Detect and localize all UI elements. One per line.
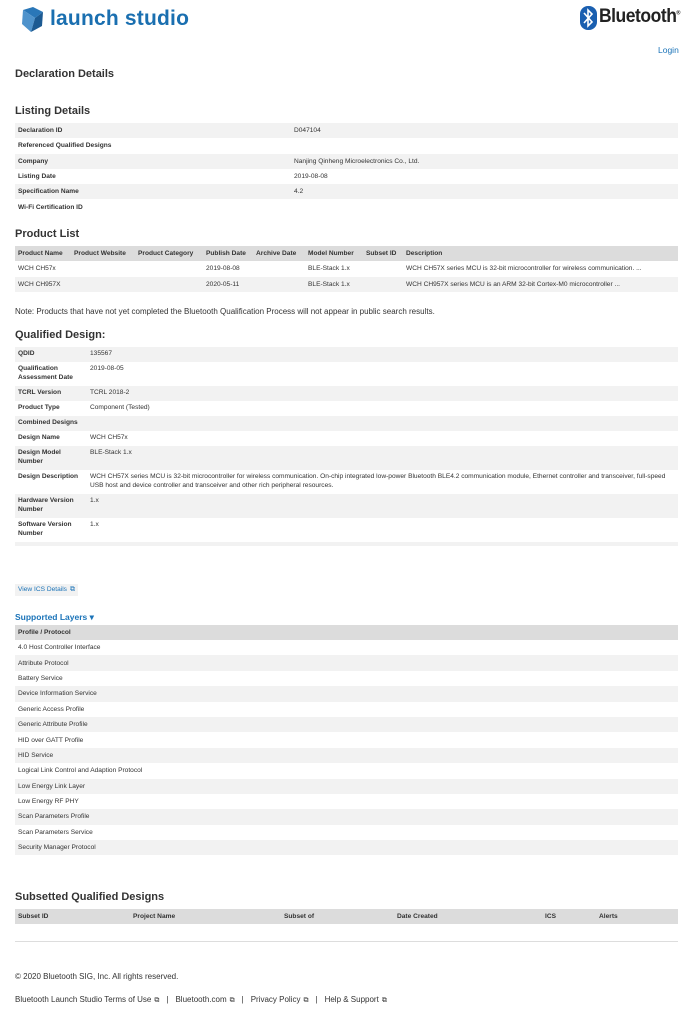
qd-value: WCH CH57x <box>90 434 128 441</box>
qd-value: 1.x <box>87 494 678 518</box>
qd-label: Qualification Assessment Date <box>18 365 73 381</box>
layer-item: Scan Parameters Profile <box>15 809 678 824</box>
terms-of-use-link[interactable]: Bluetooth Launch Studio Terms of Use ⧉ <box>15 995 160 1004</box>
product-list-title: Product List <box>15 228 80 240</box>
col-header[interactable]: Subset of <box>281 909 394 924</box>
qd-row <box>15 386 678 401</box>
qd-row <box>15 347 678 362</box>
col-header[interactable]: Product Name <box>15 246 71 261</box>
listing-label: Wi-Fi Certification ID <box>18 203 83 211</box>
qd-value: TCRL 2018-2 <box>87 386 678 401</box>
supported-layers-table <box>15 625 678 855</box>
listing-value: Nanjing Qinheng Microelectronics Co., Ltd. <box>291 154 678 169</box>
description: WCH CH957X series MCU is an ARM 32-bit Cortex-M0 microcontroller ... <box>403 277 678 293</box>
table-row <box>15 840 678 855</box>
publish-date: 2020-05-11 <box>203 277 253 293</box>
qd-label: Design Name <box>18 434 60 441</box>
footer-links <box>15 995 387 1005</box>
listing-row <box>15 154 678 169</box>
product-list-note: Note: Products that have not yet completed the Bluetooth Qualification Process will not appear in public search results. <box>15 307 435 316</box>
qd-label: QDID <box>15 347 87 362</box>
qd-row-spacer <box>15 542 678 546</box>
login-link[interactable]: Login <box>658 45 679 55</box>
layer-item: Security Manager Protocol <box>15 840 678 855</box>
col-header[interactable]: Description <box>403 246 678 261</box>
publish-date: 2019-08-08 <box>206 265 240 273</box>
external-link-icon: ⧉ <box>381 997 387 1004</box>
product-category <box>135 277 203 293</box>
listing-label: Listing Date <box>18 173 56 181</box>
table-row <box>15 732 678 747</box>
qd-row <box>15 446 678 470</box>
listing-value: D047104 <box>291 123 678 138</box>
layer-item: HID over GATT Profile <box>18 736 84 744</box>
listing-row <box>15 184 678 199</box>
table-row <box>15 717 678 732</box>
subsetted-designs-table <box>15 909 678 924</box>
layer-item: Battery Service <box>18 674 63 682</box>
col-header[interactable]: Subset ID <box>363 246 403 261</box>
qd-value <box>87 416 678 431</box>
qd-row <box>15 518 678 542</box>
table-row <box>15 277 678 293</box>
qd-label: TCRL Version <box>15 386 87 401</box>
table-row <box>15 748 678 763</box>
product-category <box>135 261 203 277</box>
external-link-icon: ⧉ <box>229 997 235 1004</box>
qualified-design-title: Qualified Design: <box>15 329 106 341</box>
qd-value: 1.x <box>90 521 99 528</box>
view-ics-details-button[interactable]: View ICS Details ⧉ <box>15 584 78 596</box>
launch-studio-logo-icon[interactable] <box>20 6 46 34</box>
listing-value: 4.2 <box>291 184 678 199</box>
table-row <box>15 655 678 670</box>
product-website <box>71 277 135 293</box>
listing-details-title: Listing Details <box>15 105 91 117</box>
product-name: WCH CH957X <box>15 277 71 293</box>
listing-label: Company <box>15 154 291 169</box>
archive-date <box>253 261 305 277</box>
table-row <box>15 702 678 717</box>
col-header[interactable]: Archive Date <box>253 246 305 261</box>
archive-date <box>253 277 305 293</box>
description: WCH CH57X series MCU is 32-bit microcontroller for wireless communication. ... <box>406 265 642 273</box>
privacy-policy-link[interactable]: Privacy Policy ⧉ <box>250 995 309 1004</box>
product-website <box>71 261 135 277</box>
qd-label: Combined Designs <box>15 416 87 431</box>
qd-value: 2019-08-05 <box>90 365 124 372</box>
listing-details-table <box>15 123 678 215</box>
qd-label: Design Description <box>18 473 79 480</box>
divider <box>15 941 678 942</box>
subset-id <box>363 261 403 277</box>
subset-id <box>363 277 403 293</box>
qd-row <box>15 401 678 416</box>
table-row <box>15 825 678 840</box>
supported-layers-toggle[interactable]: Supported Layers ▾ <box>15 612 94 622</box>
qd-label: Software Version Number <box>18 521 72 537</box>
layer-item: HID Service <box>15 748 678 763</box>
layer-item: Generic Access Profile <box>18 705 85 713</box>
model-number: BLE-Stack 1.x <box>308 265 350 273</box>
listing-value <box>291 138 678 153</box>
listing-label: Specification Name <box>15 184 291 199</box>
listing-label: Referenced Qualified Designs <box>18 142 112 150</box>
qd-value: WCH CH57X series MCU is 32-bit microcontroller for wireless communication. On-chip integrated low-power Bluetooth BLE4.2 communication module, Ethernet controller and transceiver, full-speed USB host and device controller and transceiver and other rich peripheral resources. <box>90 473 666 489</box>
qd-value: Component (Tested) <box>90 404 150 411</box>
col-header[interactable]: Project Name <box>130 909 281 924</box>
layer-item: Low Energy RF PHY <box>18 798 79 806</box>
table-row <box>15 686 678 701</box>
caret-down-icon: ▾ <box>89 612 94 622</box>
qd-row <box>15 470 678 494</box>
col-header[interactable]: Product Website <box>71 246 135 261</box>
table-row <box>15 640 678 655</box>
product-name: WCH CH57x <box>18 265 56 273</box>
layer-item: Generic Attribute Profile <box>15 717 678 732</box>
col-header[interactable]: Subset ID <box>15 909 130 924</box>
layer-item: Low Energy Link Layer <box>15 779 678 794</box>
qd-label: Design Model Number <box>15 446 87 470</box>
listing-label: Declaration ID <box>15 123 291 138</box>
qd-label: Product Type <box>18 404 60 411</box>
qd-row <box>15 362 678 386</box>
col-header[interactable]: Publish Date <box>203 246 253 261</box>
separator: | <box>315 995 318 1004</box>
col-header[interactable]: ICS <box>542 909 596 924</box>
model-number: BLE-Stack 1.x <box>305 277 363 293</box>
table-row <box>15 794 678 809</box>
listing-row <box>15 123 678 138</box>
qd-label: Hardware Version Number <box>15 494 87 518</box>
col-header[interactable]: Date Created <box>394 909 542 924</box>
listing-value: 2019-08-08 <box>294 173 328 181</box>
table-row <box>15 763 678 778</box>
bluetooth-com-link[interactable]: Bluetooth.com ⧉ <box>175 995 235 1004</box>
layer-item: Attribute Protocol <box>15 655 678 670</box>
layer-item: Logical Link Control and Adaption Protocol <box>18 767 143 775</box>
table-row <box>15 261 678 277</box>
layer-item: 4.0 Host Controller Interface <box>18 644 101 652</box>
col-header-profile-protocol: Profile / Protocol <box>15 625 678 640</box>
launch-studio-logo-text[interactable]: launch studio <box>50 7 190 30</box>
layer-item: Scan Parameters Service <box>18 828 93 836</box>
separator: | <box>241 995 244 1004</box>
page-title: Declaration Details <box>15 68 115 80</box>
help-support-link[interactable]: Help & Support ⧉ <box>324 995 387 1004</box>
listing-value <box>291 199 678 214</box>
external-link-icon: ⧉ <box>154 997 160 1004</box>
qd-value: BLE-Stack 1.x <box>87 446 678 470</box>
layer-item: Device Information Service <box>15 686 678 701</box>
listing-row <box>15 169 678 184</box>
qd-value: 135567 <box>87 347 678 362</box>
subsetted-designs-title: Subsetted Qualified Designs <box>15 891 165 903</box>
col-header[interactable]: Alerts <box>596 909 678 924</box>
external-link-icon: ⧉ <box>69 586 75 593</box>
listing-row <box>15 138 678 153</box>
col-header[interactable]: Product Category <box>135 246 203 261</box>
product-list-table <box>15 246 678 292</box>
copyright-text: © 2020 Bluetooth SIG, Inc. All rights reserved. <box>15 972 179 981</box>
table-row <box>15 671 678 686</box>
bluetooth-logo-icon[interactable] <box>580 6 597 30</box>
listing-row <box>15 199 678 214</box>
qd-row <box>15 431 678 446</box>
qd-row <box>15 494 678 518</box>
table-row <box>15 779 678 794</box>
qualified-design-table <box>15 347 678 546</box>
col-header[interactable]: Model Number <box>305 246 363 261</box>
qd-row <box>15 416 678 431</box>
external-link-icon: ⧉ <box>303 997 309 1004</box>
table-row <box>15 809 678 824</box>
separator: | <box>166 995 169 1004</box>
bluetooth-brand-text: Bluetooth® <box>599 6 681 27</box>
